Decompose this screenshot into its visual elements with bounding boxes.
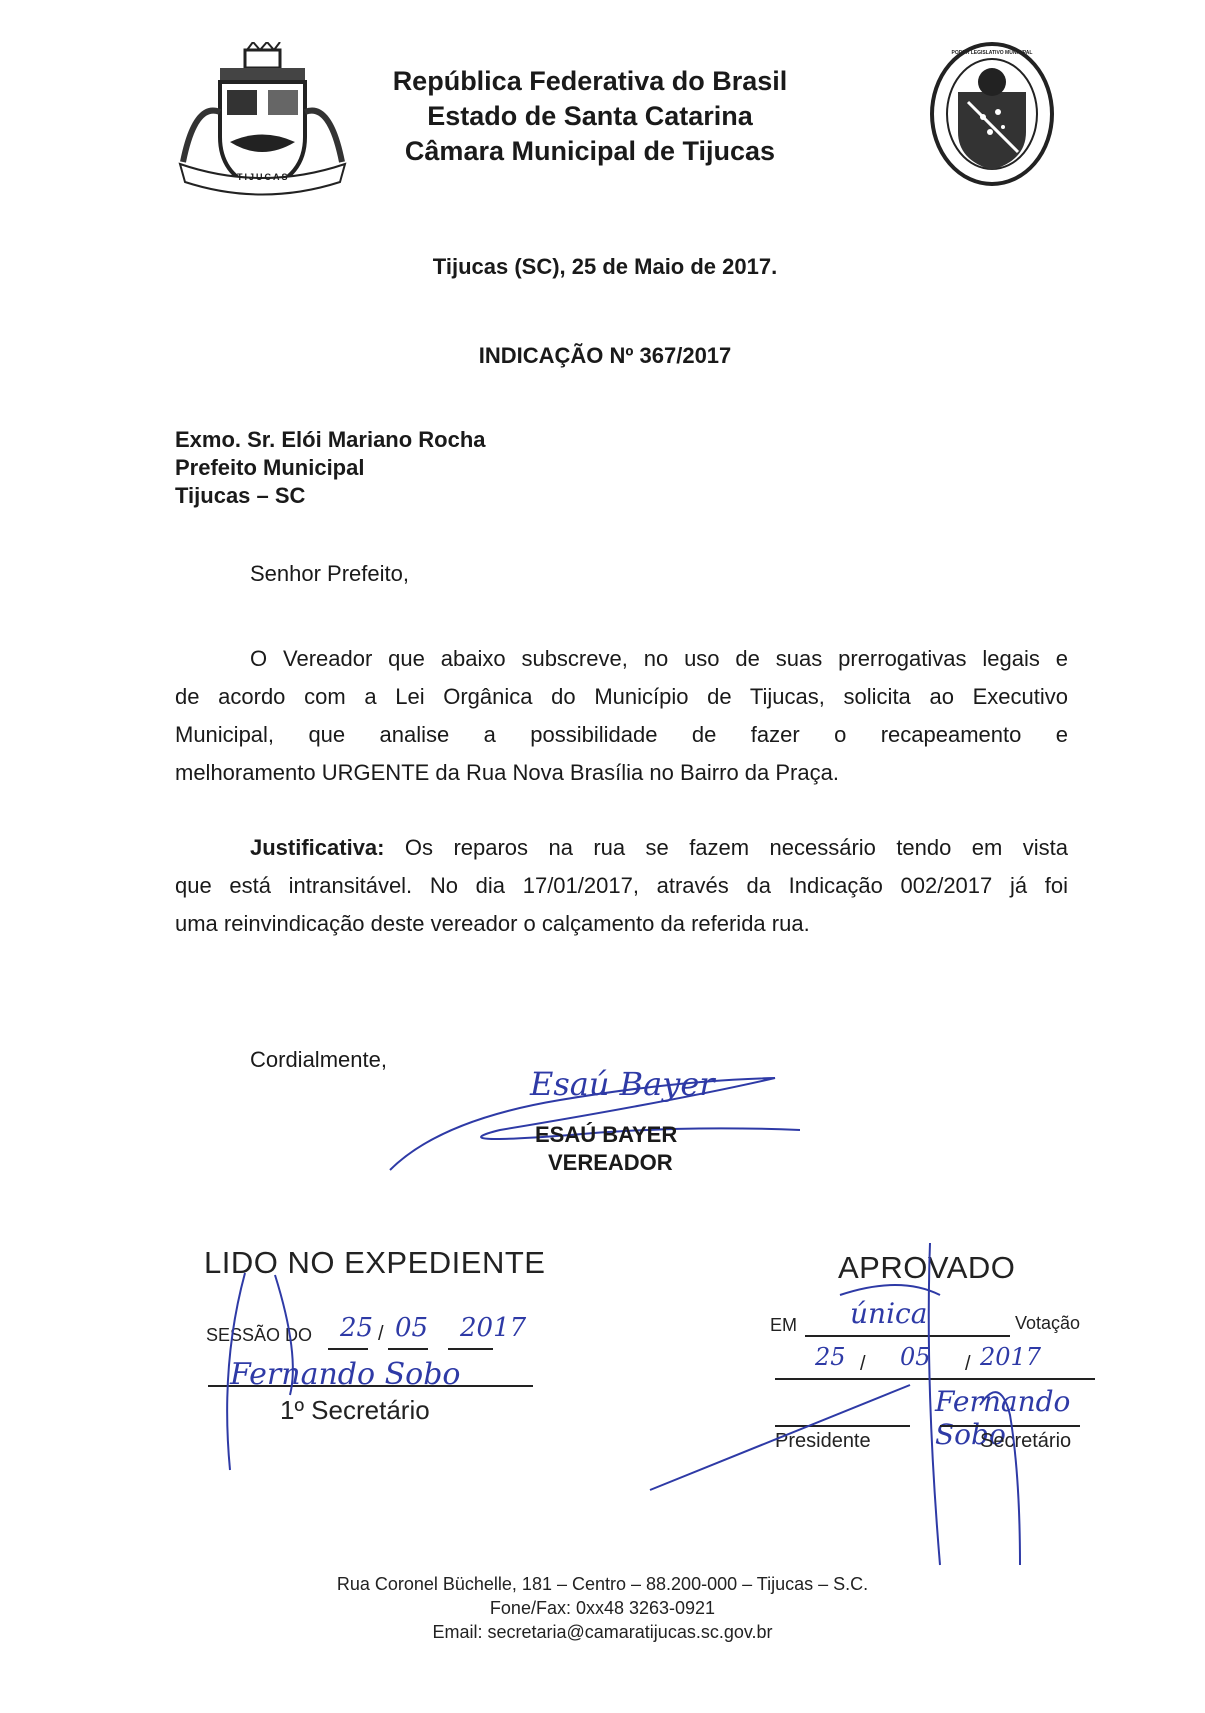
stamp-right-title: APROVADO <box>838 1250 1016 1285</box>
footer-email: Email: secretaria@camaratijucas.sc.gov.br <box>432 1622 773 1642</box>
legislative-seal <box>928 42 1056 192</box>
secretary-role: 1º Secretário <box>280 1395 430 1425</box>
paragraph-line: de acordo com a Lei Orgânica do Município de Tijucas, solicita ao Executivo <box>175 684 1068 709</box>
secretary-signature: Fernando Sobo <box>230 1357 461 1392</box>
document-title: INDICAÇÃO Nº 367/2017 <box>478 343 732 368</box>
paragraph-line: que está intransitável. No dia 17/01/2017, através da Indicação 002/2017 já foi <box>175 873 1068 898</box>
approval-day: 25 <box>815 1343 846 1371</box>
stamp-left-title: LIDO NO EXPEDIENTE <box>204 1245 546 1280</box>
session-label: SESSÃO DO <box>206 1325 313 1345</box>
date-separator: / <box>965 1353 971 1375</box>
session-year: 2017 <box>460 1313 527 1343</box>
president-label: Presidente <box>775 1430 871 1452</box>
stamp-ink-strokes <box>200 1245 560 1475</box>
stamp-read-in-session <box>200 1245 560 1475</box>
header-chamber: Câmara Municipal de Tijucas <box>404 136 776 166</box>
secretary-label: Secretário <box>980 1430 1072 1452</box>
approval-secretary-signature: Fernando Sobo <box>935 1385 1071 1451</box>
paragraph-line: melhoramento URGENTE da Rua Nova Brasília no Bairro da Praça. <box>175 760 839 785</box>
recipient-role: Prefeito Municipal <box>175 455 365 480</box>
em-value: única <box>850 1297 928 1330</box>
justificativa-label: Justificativa: <box>250 835 385 860</box>
legislative-seal-text: PODER LEGISLATIVO MUNICIPAL <box>951 50 1033 56</box>
stamp-approved <box>760 1245 1100 1475</box>
session-month: 05 <box>395 1313 429 1343</box>
approval-month: 05 <box>900 1343 931 1371</box>
recipient-city: Tijucas – SC <box>175 483 306 508</box>
session-day: 25 <box>340 1313 374 1343</box>
handwritten-signature: Esaú Bayer <box>530 1065 715 1103</box>
date-separator: / <box>378 1323 384 1345</box>
signer-title: VEREADOR <box>548 1150 673 1175</box>
request-paragraph <box>175 640 1068 792</box>
em-label: EM <box>770 1315 797 1335</box>
coat-of-arms-ribbon-text: TIJUCAS <box>237 172 290 182</box>
approval-year: 2017 <box>980 1343 1042 1371</box>
salutation: Senhor Prefeito, <box>250 561 409 586</box>
paragraph-line: Municipal, que analise a possibilidade de fazer o recapeamento e <box>175 722 1068 747</box>
footer-phone: Fone/Fax: 0xx48 3263-0921 <box>489 1598 716 1618</box>
justificativa-text: Os reparos na rua se fazem necessário tendo em vista <box>404 835 1068 860</box>
paragraph-line: O Vereador que abaixo subscreve, no uso de suas prerrogativas legais e <box>250 646 1068 671</box>
footer-address: Rua Coronel Büchelle, 181 – Centro – 88.200-000 – Tijucas – S.C. <box>336 1574 869 1594</box>
date-separator: / <box>860 1353 866 1375</box>
justification-paragraph <box>175 829 1068 943</box>
closing: Cordialmente, <box>250 1047 387 1072</box>
header-country: República Federativa do Brasil <box>392 66 788 96</box>
votacao-label: Votação <box>1015 1313 1081 1333</box>
paragraph-line: uma reinvindicação deste vereador o calçamento da referida rua. <box>175 911 810 936</box>
header-state: Estado de Santa Catarina <box>427 101 753 131</box>
municipal-coat-of-arms <box>175 42 350 202</box>
date-line: Tijucas (SC), 25 de Maio de 2017. <box>432 254 778 279</box>
signer-name: ESAÚ BAYER <box>535 1122 678 1147</box>
paragraph-line <box>175 829 1068 867</box>
recipient-name: Exmo. Sr. Elói Mariano Rocha <box>175 427 486 452</box>
president-signature-strokes <box>580 1235 1100 1575</box>
